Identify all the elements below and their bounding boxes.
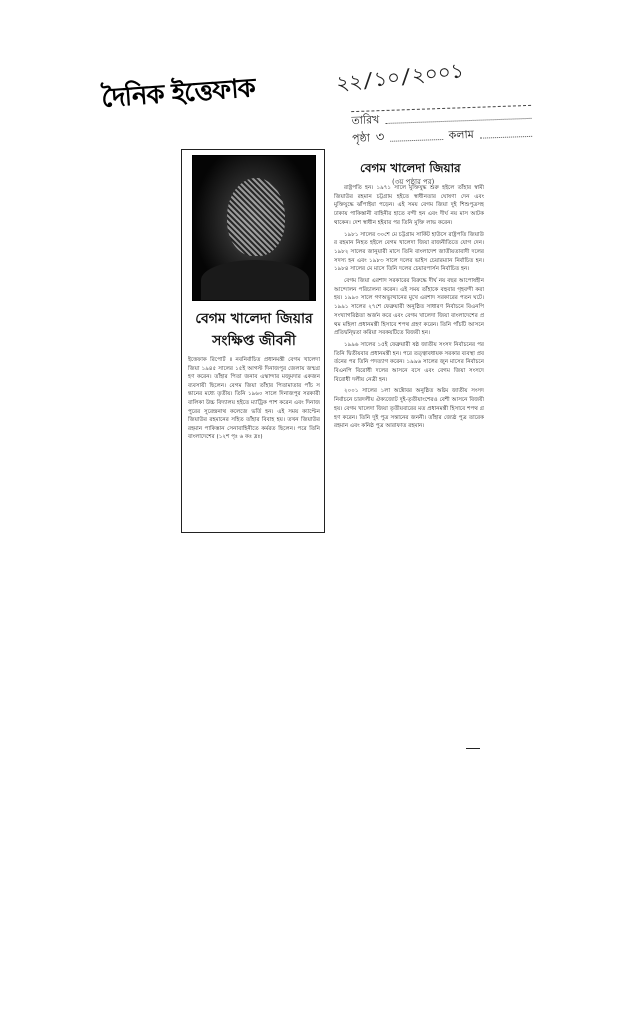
portrait-photo	[192, 155, 316, 301]
paragraph: ১৯৯৬ সালের ১৫ই ফেব্রুয়ারী ষষ্ঠ জাতীয় সংসদ নির্বাচনের পর তিনি দ্বিতীয়বার প্রধানমন্ত্রী হন। পরে তত্ত্বাবধায়ক সরকার ব্যবস্থা প্রবর্তনের পর তিনি পদত্যাগ করেন। ১৯৯৬ সালের জুন মাসের নির্বাচনে বিএনপি বিরোধী দলের আসনে বসে এবং বেগম জিয়া সংসদে বিরোধী দলীয় নেত্রী হন।	[334, 341, 484, 383]
paragraph: রাষ্ট্রপতি হন। ১৯৭১ সালে মুক্তিযুদ্ধ শুরু হইলে তাঁহার স্বামী জিয়াউর রহমান চট্টগ্রাম হইতে স্বাধীনতার ঘোষণা দেন এবং মুক্তিযুদ্ধে ঝাঁপাইয়া পড়েন। এই সময় বেগম জিয়া দুই শিশুপুত্রসহ ঢাকায় পাকিস্তানী বাহিনীর হাতে বন্দী হন এবং দীর্ঘ নয় মাস আটক থাকেন। দেশ স্বাধীন হইবার পর তিনি মুক্তি লাভ করেন।	[334, 185, 484, 226]
left-article-box	[181, 149, 325, 533]
left-headline-line2: সংক্ষিপ্ত জীবনী	[212, 333, 296, 349]
right-article-body	[334, 184, 484, 744]
left-headline-line1: বেগম খালেদা জিয়ার	[195, 311, 313, 327]
paragraph: ১৯৮১ সালের ৩০শে মে চট্টগ্রাম সার্কিট হাউসে রাষ্ট্রপতি জিয়াউর রহমান নিহত হইলে বেগম খালেদা জিয়া রাজনীতিতে যোগ দেন। ১৯৮২ সালের জানুয়ারী মাসে তিনি বাংলাদেশ জাতীয়তাবাদী দলের সদস্য হন এবং ১৯৮৩ সালে দলের ভাইস চেয়ারম্যান নির্বাচিত হন। ১৯৮৪ সালের মে মাসে তিনি দলের চেয়ারপার্সন নির্বাচিত হন।	[334, 231, 484, 273]
stamp-page-blank	[390, 127, 443, 142]
stamp-page-value: ৩	[375, 130, 385, 146]
left-article-headline	[186, 308, 322, 352]
right-article-headline: বেগম খালেদা জিয়ার	[360, 161, 461, 175]
paragraph: ২০০১ সালের ১লা অক্টোবর অনুষ্ঠিত অষ্টম জাতীয় সংসদ নির্বাচনে চারদলীয় ঐক্যজোট দুই-তৃতীয়াংশেরও বেশী আসনে বিজয়ী হয়। বেগম খালেদা জিয়া তৃতীয়বারের মত প্রধানমন্ত্রী হিসাবে শপথ গ্রহণ করেন। তিনি দুই পুত্র সন্তানের জননী। তাঁহার জ্যেষ্ঠ পুত্র তারেক রহমান এবং কনিষ্ঠ পুত্র আরাফাত রহমান।	[334, 388, 484, 430]
end-rule	[466, 748, 480, 749]
stamp-page-label: পৃষ্ঠা	[351, 131, 371, 146]
handwritten-date: ২২/১০/২০০১	[334, 58, 465, 96]
stamp-column-blank	[480, 124, 533, 139]
paragraph: বেগম জিয়া এরশাদ সরকারের বিরুদ্ধে দীর্ঘ নয় বছর আপোষহীন আন্দোলন পরিচালনা করেন। এই সময় তাঁহাকে বহুবার গৃহবন্দী করা হয়। ১৯৯০ সালে গণঅভ্যুত্থানের মুখে এরশাদ সরকারের পতন ঘটে। ১৯৯১ সালের ২৭শে ফেব্রুয়ারী অনুষ্ঠিত সাধারণ নির্বাচনে বিএনপি সংখ্যাগরিষ্ঠতা অর্জন করে এবং বেগম খালেদা জিয়া বাংলাদেশের প্রথম মহিলা প্রধানমন্ত্রী হিসাবে শপথ গ্রহণ করেন। তিনি পাঁচটি আসনে প্রতিদ্বন্দ্বিতা করিয়া সবকয়টিতে বিজয়ী হন।	[334, 278, 484, 337]
right-article-subhead: (৩য় পৃষ্ঠার পর)	[392, 178, 435, 186]
newspaper-masthead: দৈনিক ইত্তেফাক	[100, 73, 256, 114]
stamp-date-label: তারিখ	[351, 113, 380, 128]
stamp-column-label: কলাম	[448, 127, 475, 142]
portrait-shoulders	[201, 260, 309, 300]
left-article-body: ইত্তেফাক রিপোর্ট ॥ নবনির্বাচিত প্রধানমন্ত্রী বেগম খালেদা জিয়া ১৯৪৫ সালের ১৫ই আগস্ট দিনাজপুর জেলায় জন্মগ্রহণ করেন। তাঁহার পিতা জনাব এস্কান্দার মজুমদার একজন ব্যবসায়ী ছিলেন। বেগম জিয়া তাঁহার পিতামাতার পাঁচ সন্তানের মধ্যে তৃতীয়। তিনি ১৯৬০ সালে দিনাজপুর সরকারী বালিকা উচ্চ বিদ্যালয় হইতে ম্যাট্রিক পাশ করেন এবং দিনাজপুরের সুরেন্দ্রনাথ কলেজে ভর্তি হন। এই সময় ক্যাপ্টেন জিয়াউর রহমানের সহিত তাঁহার বিবাহ হয়। তখন জিয়াউর রহমান পাকিস্তান সেনাবাহিনীতে কর্মরত ছিলেন। পরে তিনি বাংলাদেশের (১২শ পৃঃ ৬ কঃ দ্রঃ)	[188, 357, 320, 441]
stamp-date-blank	[385, 106, 531, 124]
clipping-stamp	[351, 105, 533, 162]
portrait-face	[227, 178, 285, 256]
